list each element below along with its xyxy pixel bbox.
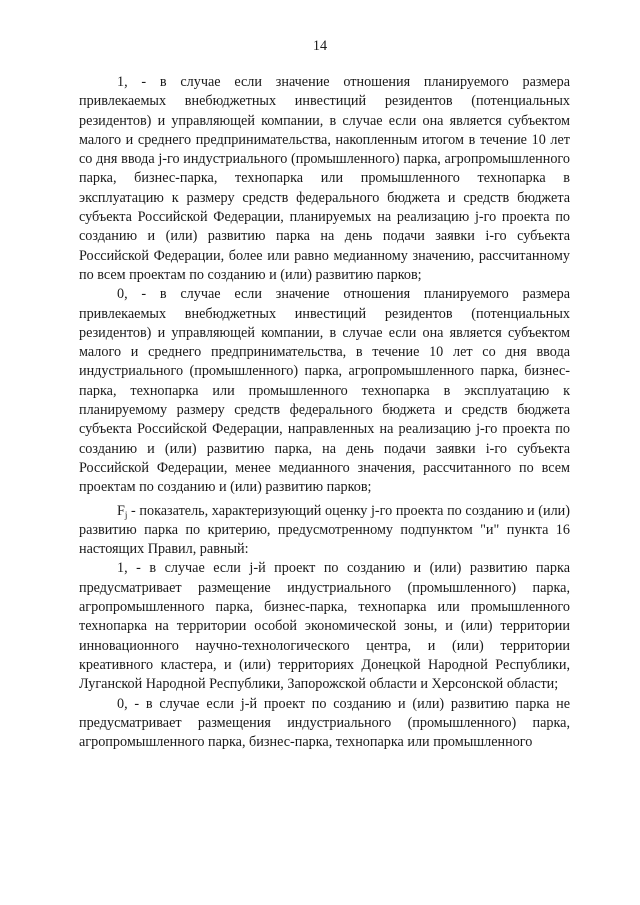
page-number: 14 [312,38,328,54]
formula-description: - показатель, характеризующий оценку j-го проекта по созданию и (или) развитию парка по критерию, предусмотренному подпунктом "и" пункта 16 настоящих Правил, равный: [79,502,570,558]
formula-definition [79,502,570,560]
paragraph-value-1-first: 1, - в случае если значение отношения планируемого размера привлекаемых внебюджетных инвестиций резидентов (потенциальных резидентов) и управляющей компании, в случае если она является субъектом малого и среднего предпринимательства, накопленным итогом в течение 10 лет со дня ввода j-го индустриального (промышленного) парка, агропромышленного парка, бизнес-парка, технопарка или промышленного технопарка в эксплуатацию к размеру средств федерального бюджета и средств бюджета субъекта Российской Федерации, планируемых на реализацию j-го проекта по созданию и (или) развитию парка на день подачи заявки i-го субъекта Российской Федерации, более или равно медианному значению, рассчитанному по всем проектам по созданию и (или) развитию парков; [79,74,570,283]
paragraph-value-1-second: 1, - в случае если j-й проект по созданию и (или) развитию парка предусматривает размещение индустриального (промышленного) парка, агропромышленного парка, бизнес-парка, технопарка или промышленного технопарка на территории особой экономической зоны, и (или) территории инновационного научно-технологического центра, и (или) территории креативного кластера, и (или) территориях Донецкой Народной Республики, Луганской Народной Республики, Запорожской области и Херсонской области; [79,560,570,693]
formula-subscript: j [124,509,128,520]
paragraph-value-0-first: 0, - в случае если значение отношения планируемого размера привлекаемых внебюджетных инвестиций резидентов (потенциальных резидентов) и управляющей компании, в случае если она является субъектом малого и среднего предпринимательства, в течение 10 лет со дня ввода индустриального (промышленного) парка, агропромышленного парка, бизнес-парка, технопарка или промышленного технопарка в эксплуатацию к планируемому размеру средств федерального бюджета и средств бюджета субъекта Российской Федерации, направленных на реализацию j-го проекта по созданию и (или) развитию парка, на день подачи заявки i-го субъекта Российской Федерации, менее медианного значения, рассчитанного по всем проектам по созданию и (или) развитию парков; [79,286,570,496]
formula-symbol: $F_j$ [117,502,128,520]
page-body [79,73,570,752]
paragraph-value-0-second: 0, - в случае если j-й проект по созданию и (или) развитию парка не предусматривает размещения индустриального (промышленного) парка, агропромышленного парка, бизнес-парка, технопарка или промышленного [79,695,570,751]
